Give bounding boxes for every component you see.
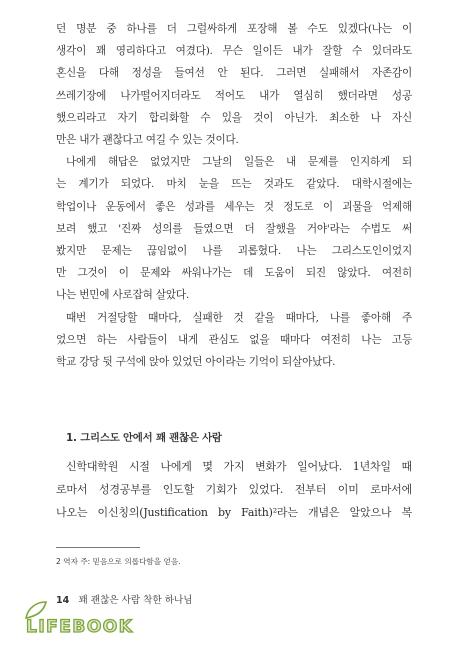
paragraph-3 xyxy=(56,307,412,374)
text-line: 했으리라고 자기 합리화할 수 있을 것이 아닌가. 최소한 나 자신 xyxy=(56,111,412,124)
text-line: 만 그것이 이 문제와 싸워나가는 데 도움이 되진 않았다. 여전히 xyxy=(56,267,412,280)
text-line: 학교 강당 뒷 구석에 앉아 있었던 아이라는 기억이 되살아났다. xyxy=(56,356,336,369)
text-line: 때번 거절당할 때마다, 실패한 것 같을 때마다, 나를 좋아해 주 xyxy=(66,311,412,324)
body-text-lower xyxy=(56,455,412,524)
footnote-divider xyxy=(56,547,140,548)
text-line: 쓰레기장에 나가떨어지더라도 적어도 내가 열심히 했더라면 성공 xyxy=(56,89,412,102)
text-line: 보려 했고 '진짜 성의를 들였으면 더 잘했을 거야'라는 수법도 써 xyxy=(56,222,412,235)
text-line: 혼신을 다해 정성을 들여선 안 된다. 그러면 실패해서 자존감이 xyxy=(56,67,412,80)
running-title: 꽤 괜찮은 사람 착한 하나님 xyxy=(78,595,193,606)
paragraph-2 xyxy=(56,151,412,306)
leaf-icon xyxy=(26,602,46,618)
text-line: 나는 번민에 사로잡혀 살았다. xyxy=(56,289,190,302)
footnote: 2 역자 주: 믿음으로 의롭다함을 얻음. xyxy=(56,557,181,566)
svg-text:LIFEBOOK: LIFEBOOK xyxy=(26,617,134,637)
text-line: 로마서 성경공부를 인도할 기회가 있었다. 전부터 이미 로마서에 xyxy=(56,483,412,496)
text-line: 나에게 해답은 없었지만 그날의 일들은 내 문제를 인지하게 되 xyxy=(66,156,412,169)
body-text-upper xyxy=(56,18,412,373)
paragraph-4 xyxy=(56,455,412,524)
text-line: 던 명분 중 하나를 더 그럴싸하게 포장해 볼 수도 있겠다(나는 이 xyxy=(56,23,412,35)
section-heading: 1. 그리스도 안에서 꽤 괜찮은 사람 xyxy=(66,432,222,444)
page-number: 14 xyxy=(56,595,70,606)
text-line: 었으면 하는 사람들이 내게 관심도 없을 때마다 여전히 나는 고등 xyxy=(56,333,412,346)
paragraph-1 xyxy=(56,18,412,151)
page-footer xyxy=(56,592,193,606)
text-line: 신학대학원 시절 나에게 몇 가지 변화가 일어났다. 1년차일 때 xyxy=(66,460,412,473)
text-line: 생각이 꽤 영리하다고 여겼다). 무슨 일이든 내가 잘할 수 있더라도 xyxy=(56,45,412,58)
text-line: 만은 내가 괜찮다고 여길 수 있는 것이다. xyxy=(56,134,239,147)
text-line: 봤지만 문제는 끊임없이 나를 괴롭혔다. 나는 그리스도인이었지 xyxy=(56,245,412,258)
text-line: 학업이나 운동에서 좋은 성과를 세우는 것 정도로 이 괴물을 억제해 xyxy=(56,200,412,213)
text-line: 는 계기가 되었다. 마치 눈을 뜨는 것과도 같았다. 대학시절에는 xyxy=(56,178,412,191)
text-line: 나오는 이신칭의(Justification by Faith)²라는 개념은 알았으나 복 xyxy=(56,506,412,519)
